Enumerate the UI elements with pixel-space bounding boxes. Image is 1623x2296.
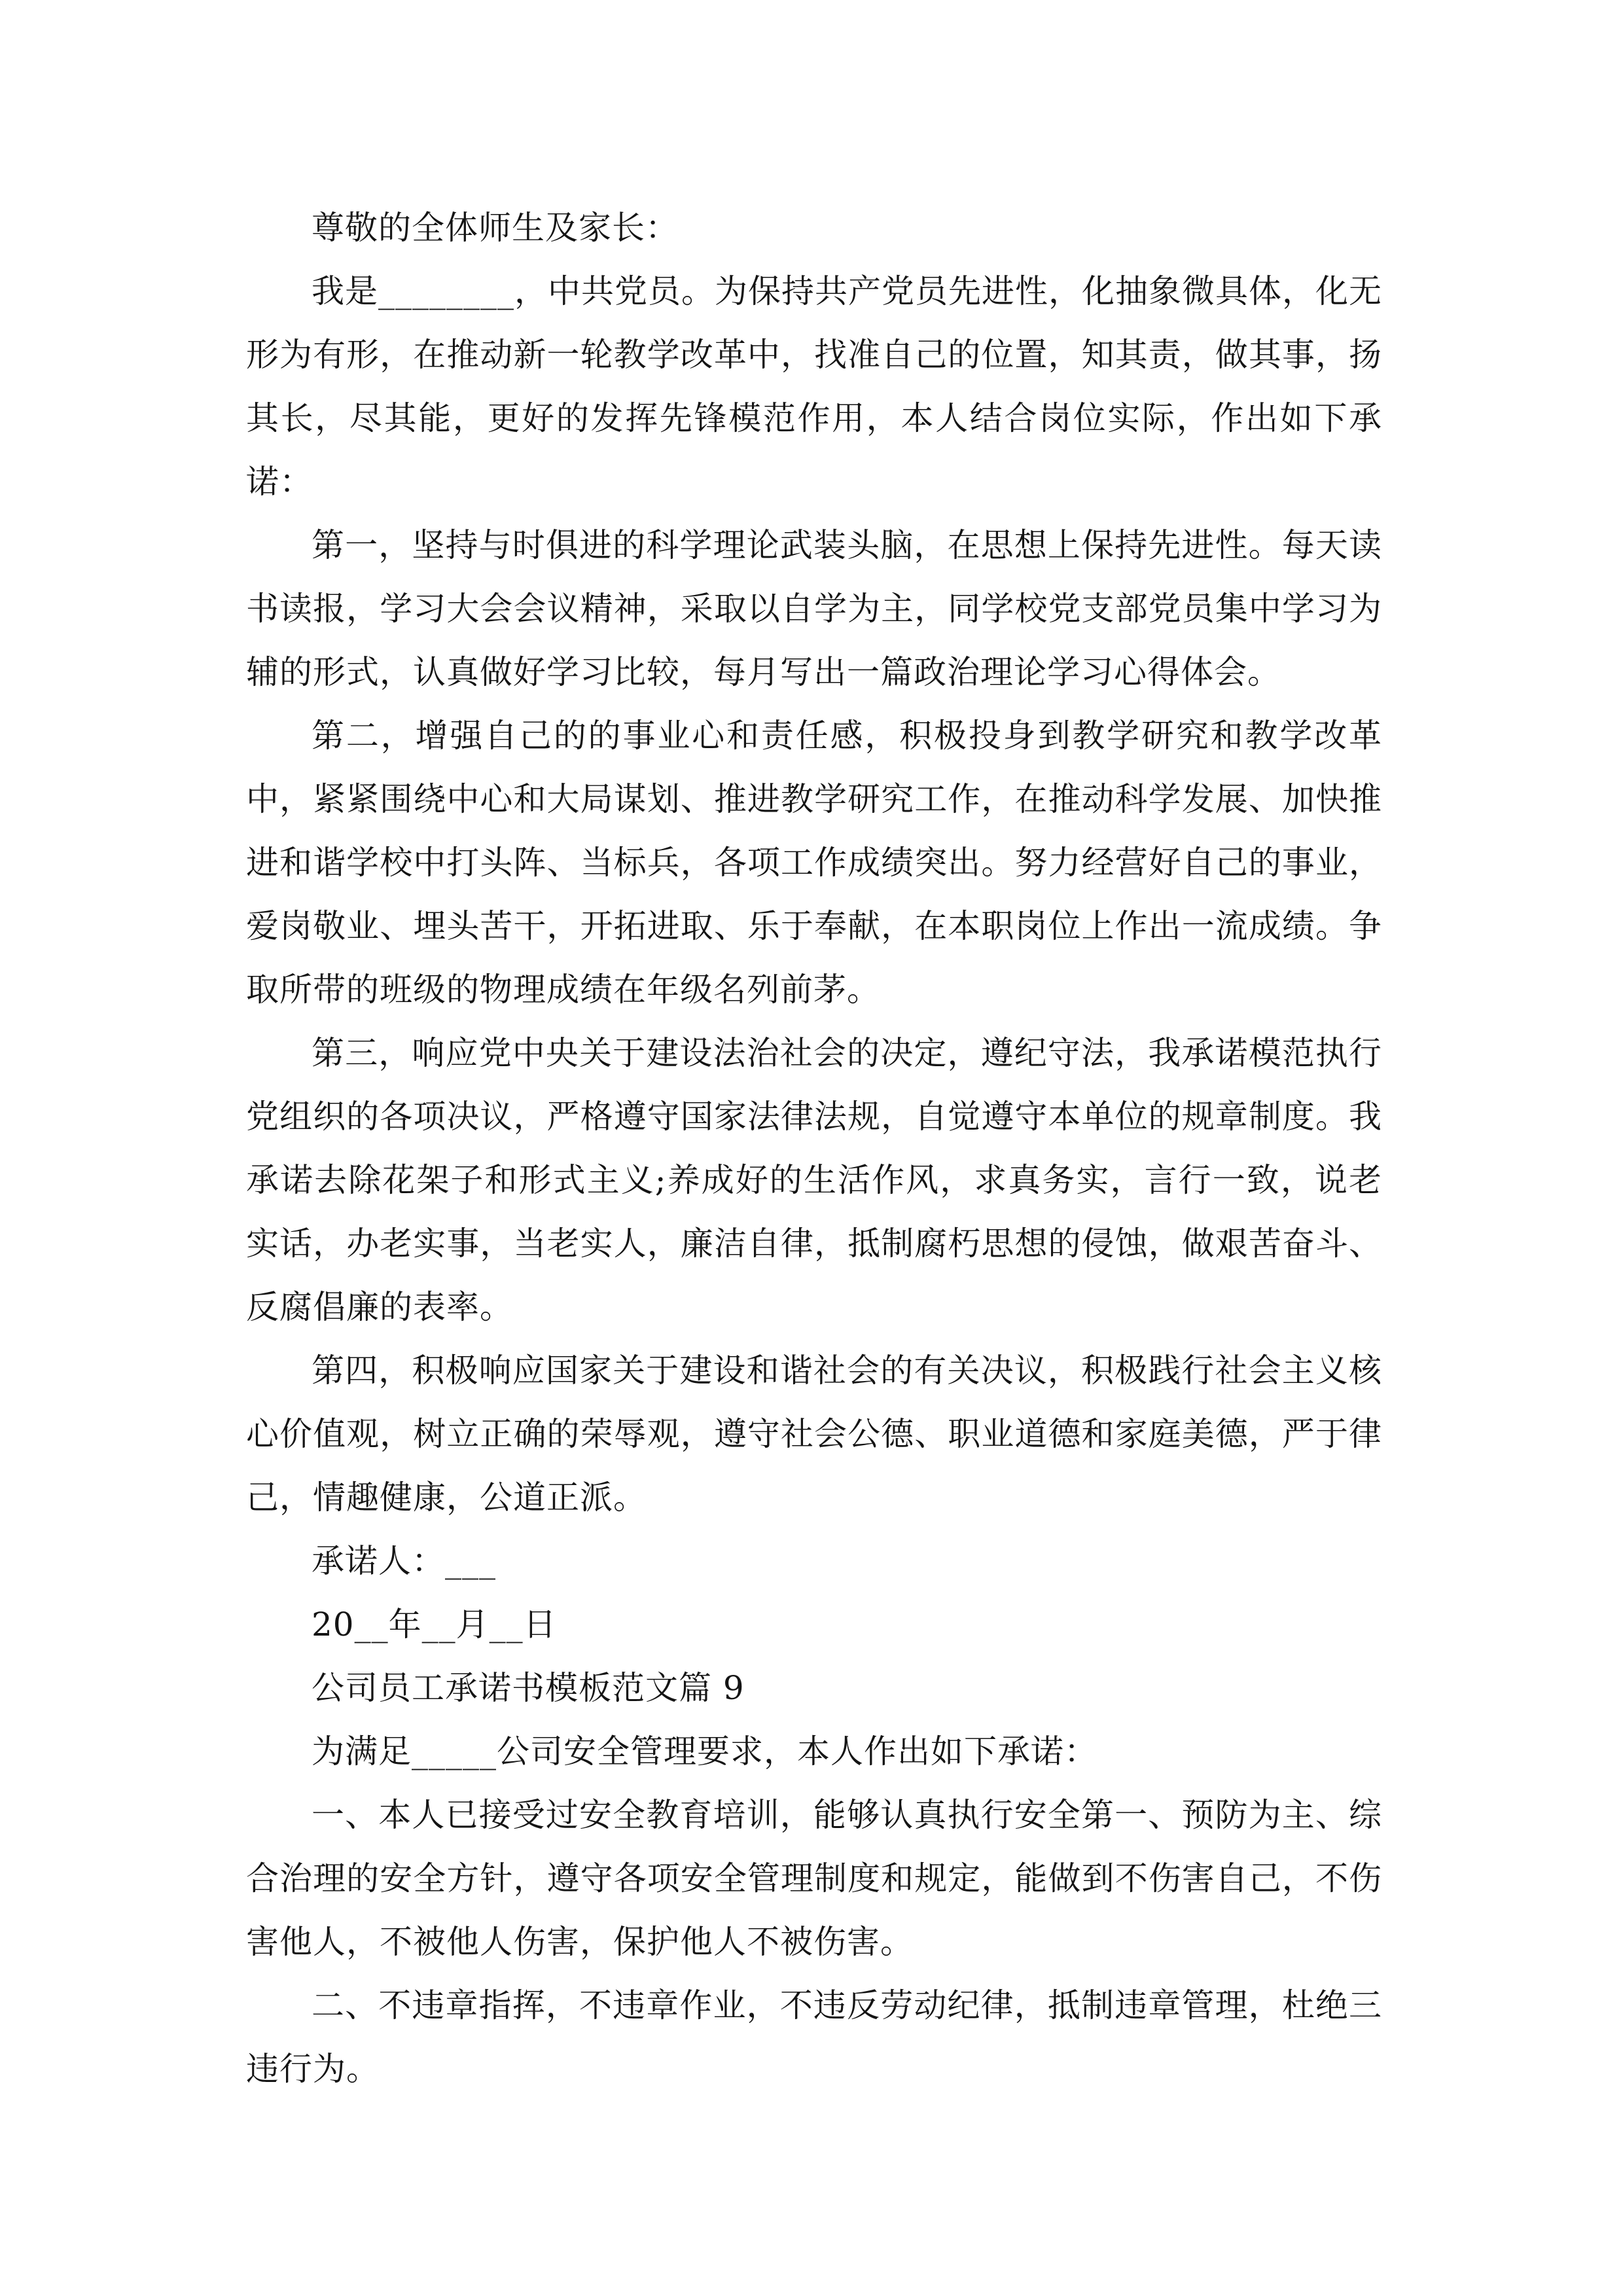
paragraph-second: 第二，增强自己的的事业心和责任感，积极投身到教学研究和教学改革中，紧紧围绕中心和大局谋划、推进教学研究工作，在推动科学发展、加快推进和谐学校中打头阵、当标兵，各项工作成绩突出。努力经营好自己的事业，爱岗敬业、埋头苦干，开拓进取、乐于奉献，在本职岗位上作出一流成绩。争取所带的班级的物理成绩在年级名列前茅。 bbox=[246, 717, 1382, 1009]
paragraph-first: 第一，坚持与时俱进的科学理论武装头脑，在思想上保持先进性。每天读书读报，学习大会会议精神，采取以自学为主，同学校党支部党员集中学习为辅的形式，认真做好学习比较，每月写出一篇政治理论学习心得体会。 bbox=[246, 526, 1382, 691]
signer-line: 承诺人：___ bbox=[312, 1542, 496, 1580]
paragraph-fourth: 第四，积极响应国家关于建设和谐社会的有关决议，积极践行社会主义核心价值观，树立正确的荣辱观，遵守社会公德、职业道德和家庭美德，严于律己，情趣健康，公道正派。 bbox=[246, 1352, 1382, 1516]
date-line: 20__年__月__日 bbox=[312, 1605, 557, 1643]
list-item: 一、本人已接受过安全教育培训，能够认真执行安全第一、预防为主、综合治理的安全方针，遵守各项安全管理制度和规定，能做到不伤害自己，不伤害他人，不被他人伤害，保护他人不被伤害。 bbox=[246, 1796, 1382, 1961]
paragraph-third: 第三，响应党中央关于建设法治社会的决定，遵纪守法，我承诺模范执行党组织的各项决议，严格遵守国家法律法规，自觉遵守本单位的规章制度。我承诺去除花架子和形式主义;养成好的生活作风，求真务实，言行一致，说老实话，办老实事，当老实人，廉洁自律，抵制腐朽思想的侵蚀，做艰苦奋斗、反腐倡廉的表率。 bbox=[246, 1034, 1382, 1326]
list-item: 二、不违章指挥，不违章作业，不违反劳动纪律，抵制违章管理，杜绝三违行为。 bbox=[246, 1986, 1382, 2088]
paragraph-intro: 我是________，中共党员。为保持共产党员先进性，化抽象微具体，化无形为有形，在推动新一轮教学改革中，找准自己的位置，知其责，做其事，扬其长，尽其能，更好的发挥先锋模范作用，本人结合岗位实际，作出如下承诺： bbox=[246, 272, 1382, 501]
salutation: 尊敬的全体师生及家长： bbox=[312, 209, 679, 247]
section-title: 公司员工承诺书模板范文篇 9 bbox=[312, 1669, 745, 1707]
letter-body bbox=[246, 196, 1382, 2101]
intro-line: 为满足_____公司安全管理要求，本人作出如下承诺： bbox=[312, 1732, 1097, 1770]
